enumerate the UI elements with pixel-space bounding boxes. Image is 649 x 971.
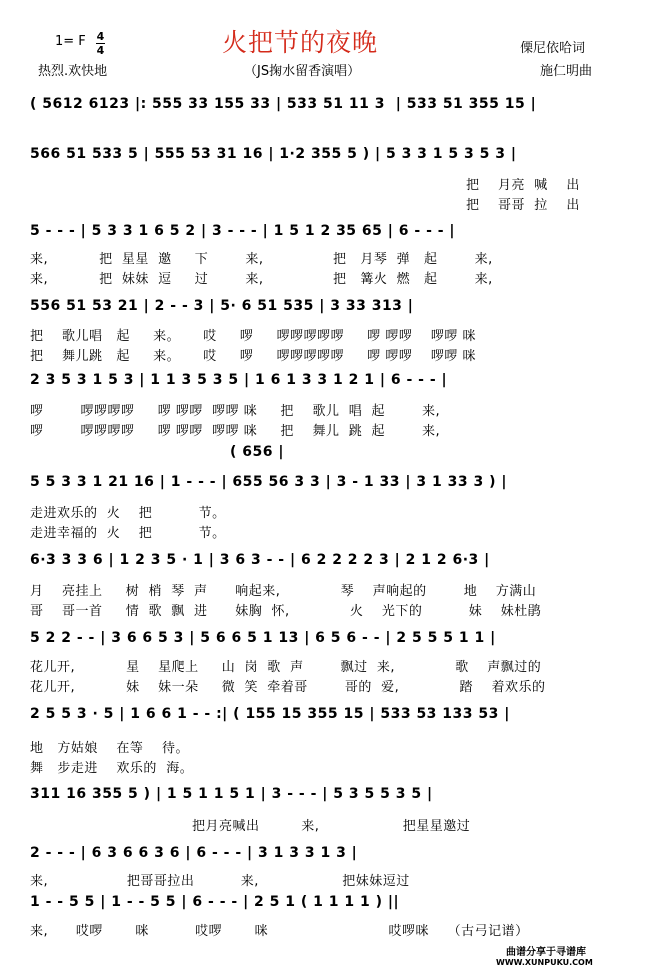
lyric-line: 啰 啰啰啰啰 啰 啰啰 啰啰 咪 把 歌儿 唱 起 来, — [30, 404, 441, 419]
lyric-line: 舞 步走进 欢乐的 海。 — [30, 761, 194, 776]
notation-row: 311 16 355 5 ) | 1 5 1 1 5 1 | 3 - - - | 5 3 5 5 3 5 | — [30, 786, 433, 802]
lyric-line: 来, 把 星星 邀 下 来, 把 月琴 弹 起 来, — [30, 252, 493, 267]
notation-row: 2 3 5 3 1 5 3 | 1 1 3 5 3 5 | 1 6 1 3 3 1 2 1 | 6 - - - | — [30, 372, 448, 388]
lyric-line: 花儿开, 星 星爬上 山 岗 歌 声 飘过 来, 歌 声飘过的 — [30, 660, 542, 675]
time-signature — [96, 31, 105, 56]
composer-credit: 施仁明曲 — [540, 64, 593, 79]
lyric-line: 把 舞儿跳 起 来。 哎 啰 啰啰啰啰啰 啰 啰啰 啰啰 咪 — [30, 349, 477, 364]
lyric-line: 把 歌儿唱 起 来。 哎 啰 啰啰啰啰啰 啰 啰啰 啰啰 咪 — [30, 329, 477, 344]
site-credit: 曲谱分享于寻谱库 — [506, 947, 586, 958]
site-url: WWW.XUNPUKU.COM — [496, 958, 593, 967]
notation-row: ( 5612 6123 |: 555 33 155 33 | 533 51 11 3 | 533 51 355 15 | — [30, 96, 537, 112]
lyric-line: 把月亮喊出 来, 把星星邀过 — [192, 819, 471, 834]
lyric-line: 把 月亮 喊 出 — [466, 178, 580, 193]
notation-row: 5 - - - | 5 3 3 1 6 5 2 | 3 - - - | 1 5 1 2 35 65 | 6 - - - | — [30, 223, 456, 239]
notation-row: 1 - - 5 5 | 1 - - 5 5 | 6 - - - | 2 5 1 ( 1 1 1 1 ) || — [30, 894, 400, 910]
notation-row: 2 - - - | 6 3 6 6 3 6 | 6 - - - | 3 1 3 3 1 3 | — [30, 845, 358, 861]
lyric-line: 月 亮挂上 树 梢 琴 声 响起来, 琴 声响起的 地 方满山 — [30, 584, 537, 599]
lyric-line: 把 哥哥 拉 出 — [466, 198, 580, 213]
tempo-marking: 热烈.欢快地 — [38, 64, 108, 79]
lyric-line: 地 方姑娘 在等 待。 — [30, 741, 189, 756]
notation-row: ( 656 | — [230, 444, 284, 460]
lyric-line: 走进幸福的 火 把 节。 — [30, 526, 226, 541]
singer-credit: （JS掬水留香演唱） — [244, 64, 361, 79]
lyric-line: 来, 把 妹妹 逗 过 来, 把 篝火 燃 起 来, — [30, 272, 493, 287]
lyric-line: 来, 把哥哥拉出 来, 把妹妹逗过 — [30, 874, 410, 889]
lyric-line: 花儿开, 妹 妹一朵 微 笑 牵着哥 哥的 爱, 踏 着欢乐的 — [30, 680, 546, 695]
notation-row: 5 5 3 3 1 21 16 | 1 - - - | 655 56 3 3 | 3 - 1 33 | 3 1 33 3 ) | — [30, 474, 507, 490]
key-signature: 1= F — [55, 34, 86, 49]
notation-row: 5 2 2 - - | 3 6 6 5 3 | 5 6 6 5 1 13 | 6 5 6 - - | 2 5 5 5 1 1 | — [30, 630, 496, 646]
lyric-line: 来, 哎啰 咪 哎啰 咪 哎啰咪 （古弓记谱） — [30, 924, 529, 939]
notation-row: 556 51 53 21 | 2 - - 3 | 5· 6 51 535 | 3 33 313 | — [30, 298, 414, 314]
lyric-line: 走进欢乐的 火 把 节。 — [30, 506, 226, 521]
notation-row: 6·3 3 3 6 | 1 2 3 5 · 1 | 3 6 3 - - | 6 2 2 2 2 3 | 2 1 2 6·3 | — [30, 552, 490, 568]
lyric-line: 啰 啰啰啰啰 啰 啰啰 啰啰 咪 把 舞儿 跳 起 来, — [30, 424, 441, 439]
lyricist-credit: 傈尼依哈词 — [520, 41, 586, 56]
notation-row: 2 5 5 3 · 5 | 1 6 6 1 - - :| ( 155 15 355 15 | 533 53 133 53 | — [30, 706, 510, 722]
time-signature-bottom: 4 — [96, 44, 105, 57]
notation-row: 566 51 533 5 | 555 53 31 16 | 1·2 355 5 ) | 5 3 3 1 5 3 5 3 | — [30, 146, 517, 162]
song-title: 火把节的夜晚 — [222, 28, 379, 57]
time-signature-top: 4 — [96, 30, 105, 43]
lyric-line: 哥 哥一首 情 歌 飘 进 妹胸 怀, 火 光下的 妹 妹杜鹃 — [30, 604, 542, 619]
